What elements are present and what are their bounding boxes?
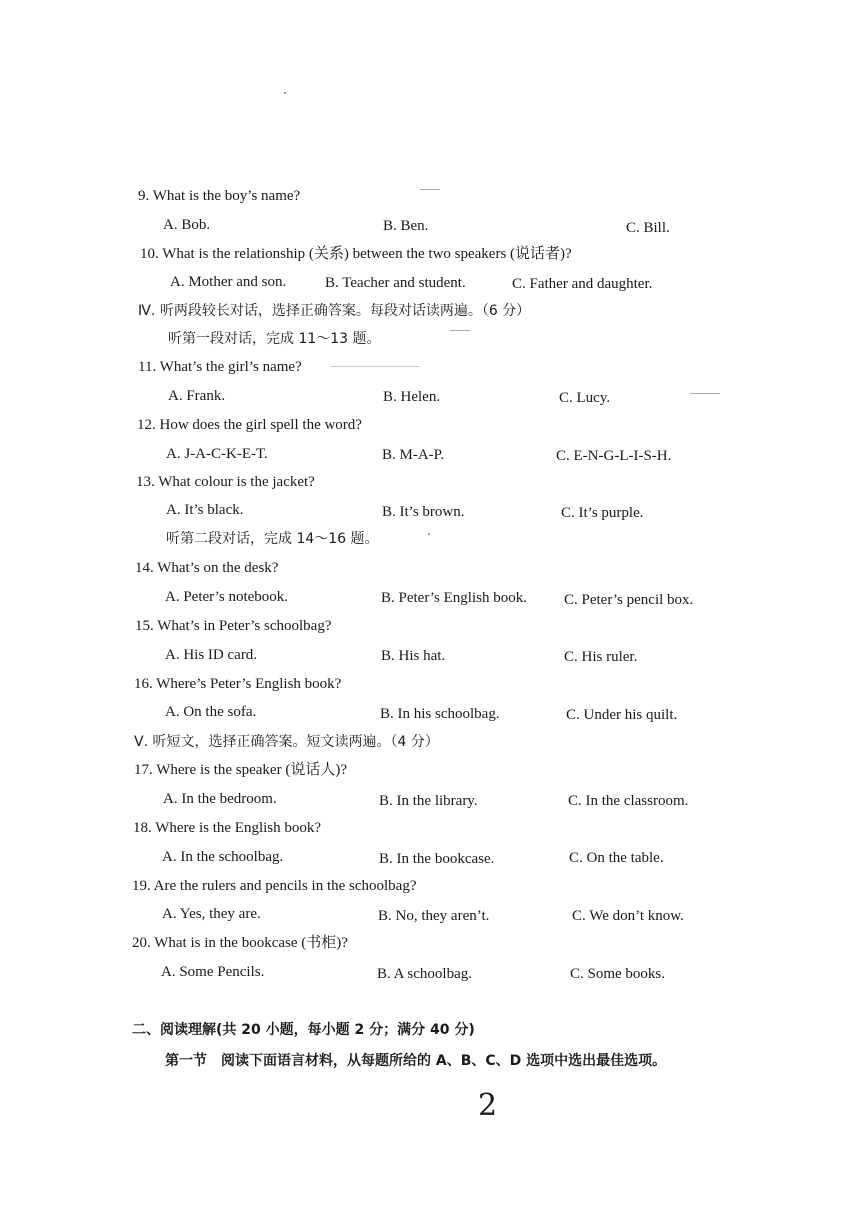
question-13: 13. What colour is the jacket?: [136, 474, 315, 490]
q15-option-a: A. His ID card.: [165, 647, 258, 663]
question-10: 10. What is the relationship (关系) between the two speakers (说话者)?: [140, 246, 572, 262]
question-20: 20. What is in the bookcase (书柜)?: [132, 935, 348, 951]
q16-option-b: B. In his schoolbag.: [380, 706, 500, 722]
q14-option-b: B. Peter’s English book.: [381, 590, 527, 606]
scan-smudge: [690, 393, 720, 394]
q19-option-b: B. No, they aren’t.: [378, 908, 490, 924]
q12-option-c: C. E-N-G-L-I-S-H.: [556, 448, 672, 464]
q18-option-b: B. In the bookcase.: [379, 851, 495, 867]
q17-option-b: B. In the library.: [379, 793, 478, 809]
question-12: 12. How does the girl spell the word?: [137, 417, 362, 433]
q10-option-b: B. Teacher and student.: [325, 275, 466, 291]
q19-option-c: C. We don’t know.: [572, 908, 684, 924]
q11-option-b: B. Helen.: [383, 389, 441, 405]
question-15: 15. What’s in Peter’s schoolbag?: [135, 618, 332, 634]
scan-smudge: [330, 366, 420, 367]
q10-option-a: A. Mother and son.: [170, 274, 287, 290]
q13-option-c: C. It’s purple.: [561, 505, 644, 521]
question-9: 9. What is the boy’s name?: [138, 188, 301, 204]
q11-option-c: C. Lucy.: [559, 390, 611, 406]
q14-option-c: C. Peter’s pencil box.: [564, 592, 694, 608]
q9-option-a: A. Bob.: [163, 217, 211, 233]
q20-option-c: C. Some books.: [570, 966, 666, 982]
q14-option-a: A. Peter’s notebook.: [165, 589, 289, 605]
part-4-header: Ⅳ. 听两段较长对话，选择正确答案。每段对话读两遍。（6 分）: [138, 303, 531, 319]
q15-option-b: B. His hat.: [381, 648, 446, 664]
q20-option-a: A. Some Pencils.: [161, 964, 265, 980]
q12-option-b: B. M-A-P.: [382, 447, 445, 463]
dialogue-2-intro: 听第二段对话，完成 14～16 题。: [166, 531, 379, 547]
q17-option-c: C. In the classroom.: [568, 793, 689, 809]
q20-option-b: B. A schoolbag.: [377, 966, 473, 982]
q13-option-b: B. It’s brown.: [382, 504, 465, 520]
q9-option-b: B. Ben.: [383, 218, 429, 234]
question-19: 19. Are the rulers and pencils in the schoolbag?: [132, 878, 417, 894]
question-18: 18. Where is the English book?: [133, 820, 322, 836]
q17-option-a: A. In the bedroom.: [163, 791, 277, 807]
question-17: 17. Where is the speaker (说话人)?: [134, 762, 347, 778]
q18-option-a: A. In the schoolbag.: [162, 849, 284, 865]
q11-option-a: A. Frank.: [168, 388, 226, 404]
reading-section-header: 二、阅读理解(共 20 小题，每小题 2 分；满分 40 分): [132, 1022, 475, 1038]
q10-option-c: C. Father and daughter.: [512, 276, 653, 292]
q12-option-a: A. J-A-C-K-E-T.: [166, 446, 268, 462]
q18-option-c: C. On the table.: [569, 850, 664, 866]
q19-option-a: A. Yes, they are.: [162, 906, 261, 922]
scan-smudge: [420, 189, 440, 190]
q16-option-c: C. Under his quilt.: [566, 707, 678, 723]
scan-speck: [284, 92, 286, 94]
question-14: 14. What’s on the desk?: [135, 560, 279, 576]
scan-speck: [428, 533, 430, 535]
reading-section-subheader: 第一节 阅读下面语言材料，从每题所给的 A、B、C、D 选项中选出最佳选项。: [165, 1053, 667, 1069]
scan-smudge: [450, 330, 470, 331]
page-number: 2: [478, 1088, 498, 1123]
question-11: 11. What’s the girl’s name?: [138, 359, 302, 375]
dialogue-1-intro: 听第一段对话，完成 11～13 题。: [168, 331, 381, 347]
q13-option-a: A. It’s black.: [166, 502, 244, 518]
part-5-header: Ⅴ. 听短文，选择正确答案。短文读两遍。（4 分）: [134, 734, 439, 750]
question-16: 16. Where’s Peter’s English book?: [134, 676, 342, 692]
q15-option-c: C. His ruler.: [564, 649, 638, 665]
q9-option-c: C. Bill.: [626, 220, 670, 236]
q16-option-a: A. On the sofa.: [165, 704, 257, 720]
